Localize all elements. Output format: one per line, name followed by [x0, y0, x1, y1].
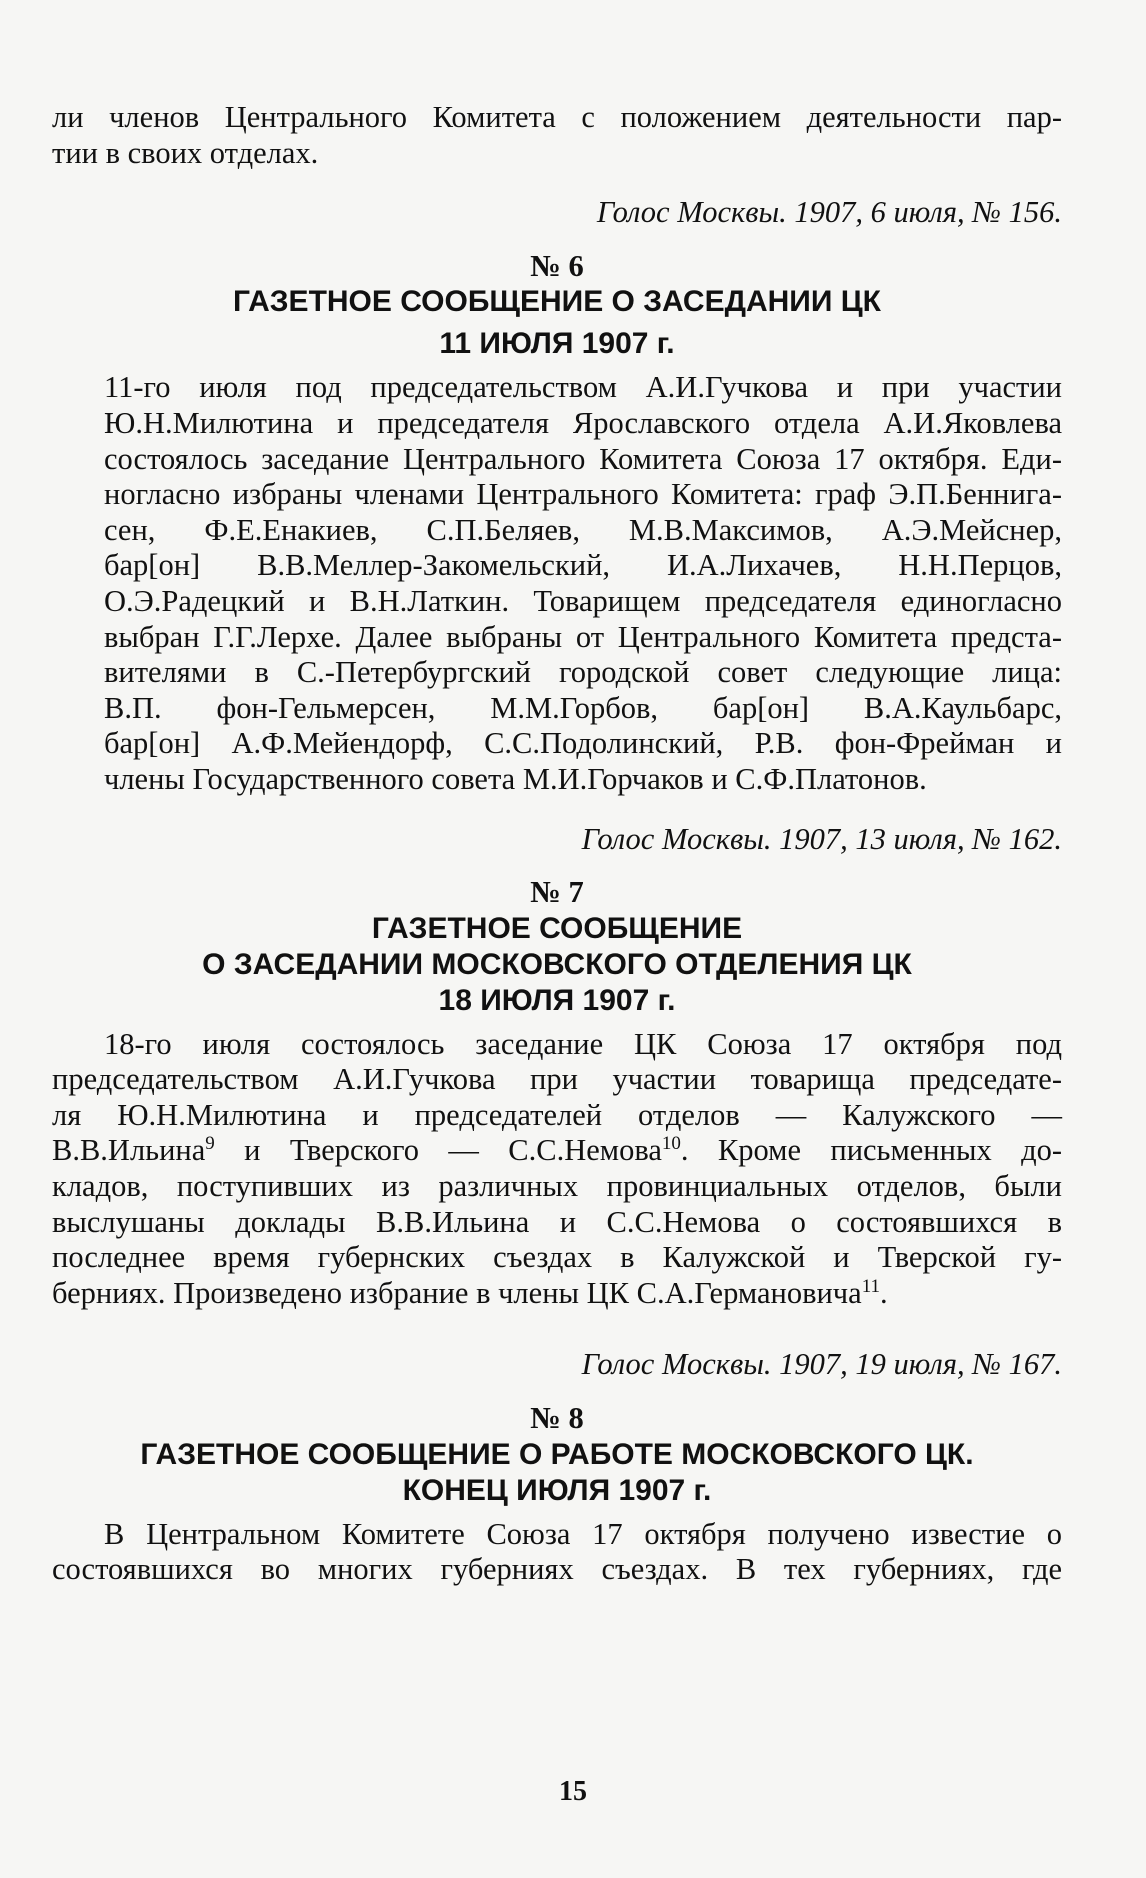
text-line: 11-го июля под председательством А.И.Гучкова и при участии: [104, 370, 1062, 405]
document-title: ГАЗЕТНОЕ СООБЩЕНИЕ: [371, 911, 743, 945]
document-title: ГАЗЕТНОЕ СООБЩЕНИЕ О РАБОТЕ МОСКОВСКОГО ЦК.: [140, 1437, 974, 1471]
text-line: последнее время губернских съездах в Калужской и Тверской гу-: [52, 1240, 1062, 1275]
text-line: кладов, поступивших из различных провинциальных отделов, были: [52, 1169, 1062, 1204]
text-line: выбран Г.Г.Лерхе. Далее выбраны от Центрального Комитета предста-: [104, 619, 1062, 654]
text-line: О.Э.Радецкий и В.Н.Латкин. Товарищем председателя единогласно: [104, 583, 1062, 618]
footnote-ref: 10: [661, 1133, 681, 1155]
document-body: [52, 370, 1062, 797]
text-line: [52, 1133, 1062, 1169]
text-line: В.П. фон-Гельмерсен, М.М.Горбов, бар[он] В.А.Каульбарс,: [104, 690, 1062, 725]
text-line: Ю.Н.Милютина и председателя Ярославского отдела А.И.Яковлева: [104, 405, 1062, 440]
document-date: 18 ИЮЛЯ 1907 г.: [438, 983, 676, 1017]
text-line: бар[он] А.Ф.Мейендорф, С.С.Подолинский, Р.В. фон-Фрейман и: [104, 726, 1062, 761]
text-line: ля Ю.Н.Милютина и председателей отделов — Калужского —: [52, 1097, 1062, 1132]
footnote-ref: 9: [205, 1133, 215, 1155]
text-fragment: .: [879, 1275, 888, 1310]
document-body: [52, 1027, 1062, 1312]
document-date: 11 ИЮЛЯ 1907 г.: [439, 327, 675, 361]
text-line: состоявшихся во многих губерниях съездах. В тех губерниях, где: [52, 1552, 1062, 1587]
text-line: [52, 1276, 1062, 1312]
text-line: тии в своих отделах.: [52, 135, 319, 170]
document-number: № 6: [530, 248, 584, 283]
intro-paragraph: [52, 100, 1062, 171]
source-citation: Голос Москвы. 1907, 13 июля, № 162.: [581, 821, 1062, 856]
text-line: ногласно избраны членами Центрального Комитета: граф Э.П.Беннига-: [104, 477, 1062, 512]
text-column: [52, 100, 1062, 1588]
text-line: выслушаны доклады В.В.Ильина и С.С.Немова о состоявшихся в: [52, 1204, 1062, 1239]
text-fragment: В.В.Ильина: [52, 1133, 206, 1168]
document-number: № 8: [530, 1401, 584, 1436]
page-number: 15: [559, 1776, 587, 1807]
text-line: члены Государственного совета М.И.Горчаков и С.Ф.Платонов.: [104, 761, 927, 796]
text-line: сен, Ф.Е.Енакиев, С.П.Беляев, М.В.Максимов, А.Э.Мейснер,: [104, 512, 1062, 547]
source-citation: Голос Москвы. 1907, 19 июля, № 167.: [581, 1347, 1062, 1382]
text-line: вителями в С.-Петербургский городской совет следующие лица:: [104, 655, 1062, 690]
document-body: [52, 1517, 1062, 1588]
text-line: В Центральном Комитете Союза 17 октября получено известие о: [104, 1516, 1062, 1551]
text-line: ли членов Центрального Комитета с положением деятельности пар-: [52, 100, 1062, 134]
text-line: состоялось заседание Центрального Комитета Союза 17 октября. Еди-: [104, 441, 1062, 476]
source-citation: Голос Москвы. 1907, 6 июля, № 156.: [596, 195, 1062, 230]
text-line: председательством А.И.Гучкова при участии товарища председате-: [52, 1062, 1062, 1097]
document-number: № 7: [530, 875, 584, 910]
text-fragment: берниях. Произведено избрание в члены ЦК С.А.Германовича: [52, 1275, 862, 1310]
document-title: О ЗАСЕДАНИИ МОСКОВСКОГО ОТДЕЛЕНИЯ ЦК: [202, 947, 912, 981]
document-title: ГАЗЕТНОЕ СООБЩЕНИЕ О ЗАСЕДАНИИ ЦК: [232, 285, 881, 319]
text-line: 18-го июля состоялось заседание ЦК Союза 17 октября под: [104, 1026, 1062, 1061]
footnote-ref: 11: [861, 1275, 880, 1297]
text-line: бар[он] В.В.Меллер-Закомельский, И.А.Лихачев, Н.Н.Перцов,: [104, 548, 1062, 583]
text-fragment: и Тверского — С.С.Немова: [214, 1133, 662, 1168]
text-fragment: . Кроме письменных до-: [680, 1133, 1062, 1168]
document-date: КОНЕЦ ИЮЛЯ 1907 г.: [402, 1473, 712, 1507]
